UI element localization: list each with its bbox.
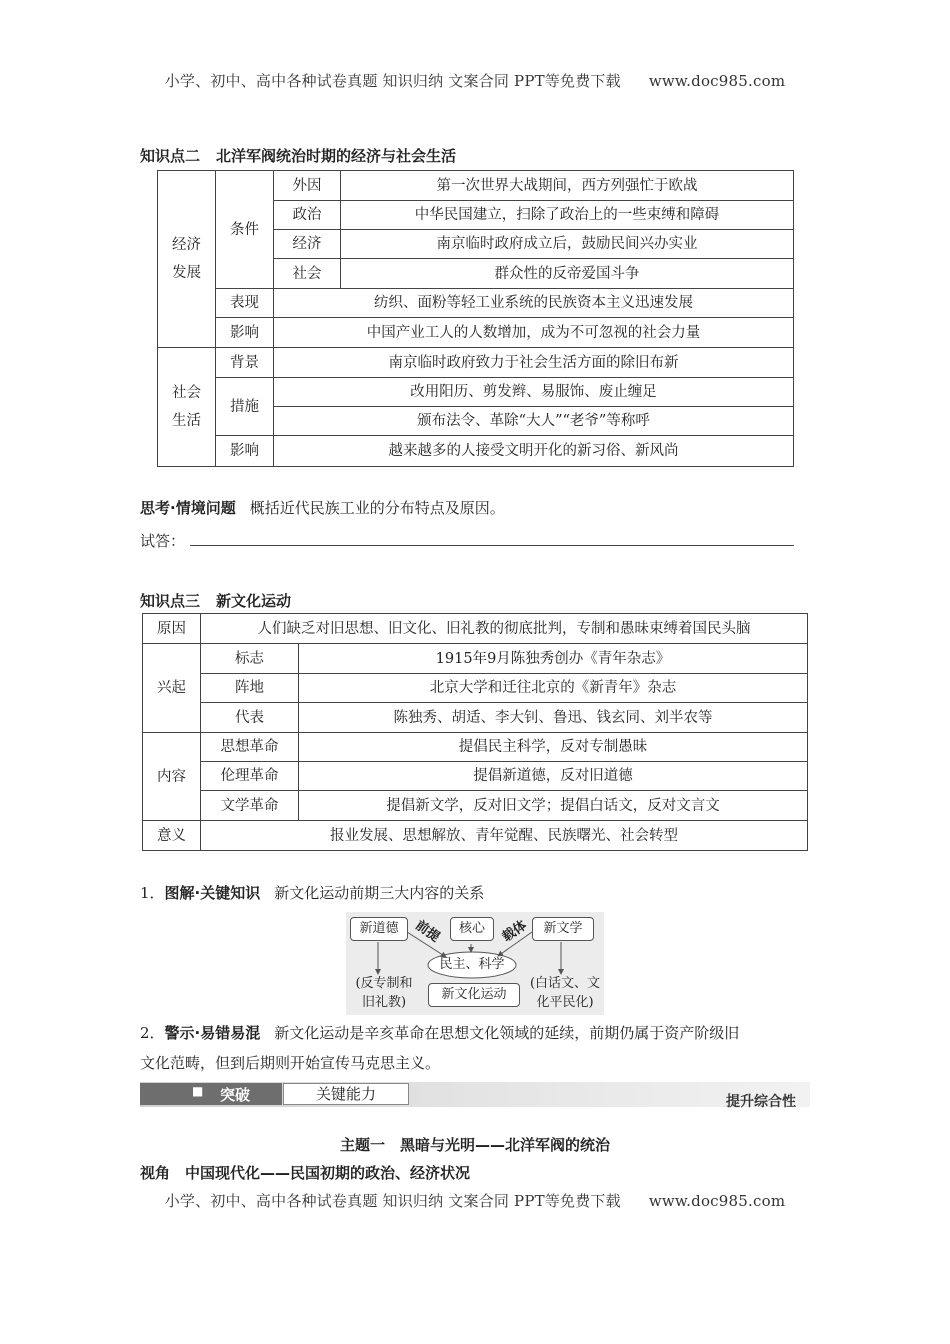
rise-value: 1915年9月陈独秀创办《青年杂志》 [299, 644, 808, 674]
cond-label: 条件 [216, 171, 274, 289]
page-footer [0, 1190, 950, 1211]
square-icon: ■ [192, 1084, 204, 1098]
content-key: 思想革命 [201, 733, 299, 762]
perf-label: 表现 [216, 289, 274, 318]
cond-value: 第一次世界大战期间，西方列强忙于欧战 [341, 171, 794, 201]
s-impact-label: 影响 [216, 436, 274, 467]
footer-text: 小学、初中、高中各种试卷真题 知识归纳 文案合同 PPT等免费下载 [164, 1192, 621, 1210]
theme-title: 主题一 黑暗与光明——北洋军阀的统治 [339, 1136, 610, 1154]
note2-line2: 文化范畴，但到后期则开始宣传马克思主义。 [140, 1054, 441, 1072]
rise-value: 北京大学和迁往北京的《新青年》杂志 [299, 674, 808, 703]
rise-key: 标志 [201, 644, 299, 674]
banner-dark-tab [140, 1083, 282, 1105]
note1-label: 图解·关键知识 [164, 884, 261, 902]
page-header [0, 70, 950, 91]
header-text: 小学、初中、高中各种试卷真题 知识归纳 文案合同 PPT等免费下载 [164, 72, 621, 90]
bg-value: 南京临时政府致力于社会生活方面的除旧布新 [274, 348, 794, 378]
note1-num: 1． [140, 884, 165, 902]
note2-num: 2． [140, 1024, 165, 1042]
meaning-label: 意义 [143, 821, 201, 851]
banner-light-label: 关键能力 [283, 1083, 409, 1105]
content-key: 伦理革命 [201, 762, 299, 791]
carrier-label: 载体 [499, 917, 530, 946]
measure-value: 颁布法令、革除“大人”“老爷”等称呼 [274, 407, 794, 436]
new-morality-box: 新道德 [350, 917, 408, 941]
cond-value: 群众性的反帝爱国斗争 [341, 259, 794, 289]
banner-dark-label: 突破 [220, 1086, 251, 1104]
think-label: 思考·情境问题 [140, 499, 236, 517]
perf-value: 纺织、面粉等轻工业系统的民族资本主义迅速发展 [274, 289, 794, 318]
cause-label: 原因 [143, 614, 201, 644]
think-question [140, 497, 505, 518]
left-note: (反专制和 旧礼教) [355, 976, 413, 1010]
impact-value: 中国产业工人的人数增加，成为不可忽视的社会力量 [274, 318, 794, 348]
center-box: 新文化运动 [428, 983, 520, 1007]
meaning-value: 报业发展、思想解放、青年觉醒、民族曙光、社会转型 [201, 821, 808, 851]
section2-title [140, 145, 456, 166]
democracy-science-label: 民主、科学 [439, 957, 505, 972]
measure-label: 措施 [216, 378, 274, 436]
rise-key: 阵地 [201, 674, 299, 703]
rise-label: 兴起 [143, 644, 201, 733]
note2 [140, 1018, 739, 1048]
cond-key: 外因 [274, 171, 341, 201]
section3-title [140, 590, 291, 611]
section3-num: 知识点三 [140, 592, 201, 610]
section2-heading: 北洋军阀统治时期的经济与社会生活 [216, 147, 457, 165]
footer-url: www.doc985.com [648, 1192, 786, 1210]
cause-value: 人们缺乏对旧思想、旧文化、旧礼教的彻底批判，专制和愚昧束缚着国民头脑 [201, 614, 808, 644]
econ-label: 经济 发展 [158, 171, 216, 348]
rise-key: 代表 [201, 703, 299, 733]
premise-label: 前提 [412, 917, 443, 946]
rise-value: 陈独秀、胡适、李大钊、鲁迅、钱玄同、刘半农等 [299, 703, 808, 733]
content-value: 提倡民主科学，反对专制愚昧 [299, 733, 808, 762]
core-box: 核心 [450, 917, 494, 941]
answer-line[interactable] [190, 545, 794, 546]
note1-text: 新文化运动前期三大内容的关系 [274, 884, 485, 902]
header-url: www.doc985.com [648, 72, 786, 90]
cond-value: 南京临时政府成立后，鼓励民间兴办实业 [341, 230, 794, 259]
right-note: (白话文、文 化平民化) [529, 976, 601, 1010]
cond-value: 中华民国建立，扫除了政治上的一些束缚和障碍 [341, 201, 794, 230]
note2-line1: 新文化运动是辛亥革命在思想文化领域的延续，前期仍属于资产阶级旧 [274, 1024, 740, 1042]
note1 [140, 878, 484, 908]
econ-social-table [157, 170, 794, 467]
section3-heading: 新文化运动 [216, 592, 292, 610]
relation-diagram [346, 912, 604, 1015]
note2-label: 警示·易错易混 [164, 1024, 261, 1042]
measure-value: 改用阳历、剪发辫、易服饰、废止缠足 [274, 378, 794, 407]
think-text: 概括近代民族工业的分布特点及原因。 [249, 499, 505, 517]
theme-view: 视角 中国现代化——民国初期的政治、经济状况 [140, 1164, 471, 1182]
cond-key: 政治 [274, 201, 341, 230]
content-label: 内容 [143, 733, 201, 821]
s-impact-value: 越来越多的人接受文明开化的新习俗、新风尚 [274, 436, 794, 467]
bg-label: 背景 [216, 348, 274, 378]
social-label: 社会 生活 [158, 348, 216, 467]
new-culture-table [142, 613, 808, 851]
cond-key: 经济 [274, 230, 341, 259]
content-value: 提倡新文学，反对旧文学；提倡白话文，反对文言文 [299, 791, 808, 821]
banner-right-label: 提升综合性 [726, 1094, 796, 1110]
content-key: 文学革命 [201, 791, 299, 821]
answer-label: 试答： [140, 532, 186, 550]
content-value: 提倡新道德，反对旧道德 [299, 762, 808, 791]
impact-label: 影响 [216, 318, 274, 348]
cond-key: 社会 [274, 259, 341, 289]
section2-num: 知识点二 [140, 147, 201, 165]
new-literature-box: 新文学 [532, 917, 594, 941]
